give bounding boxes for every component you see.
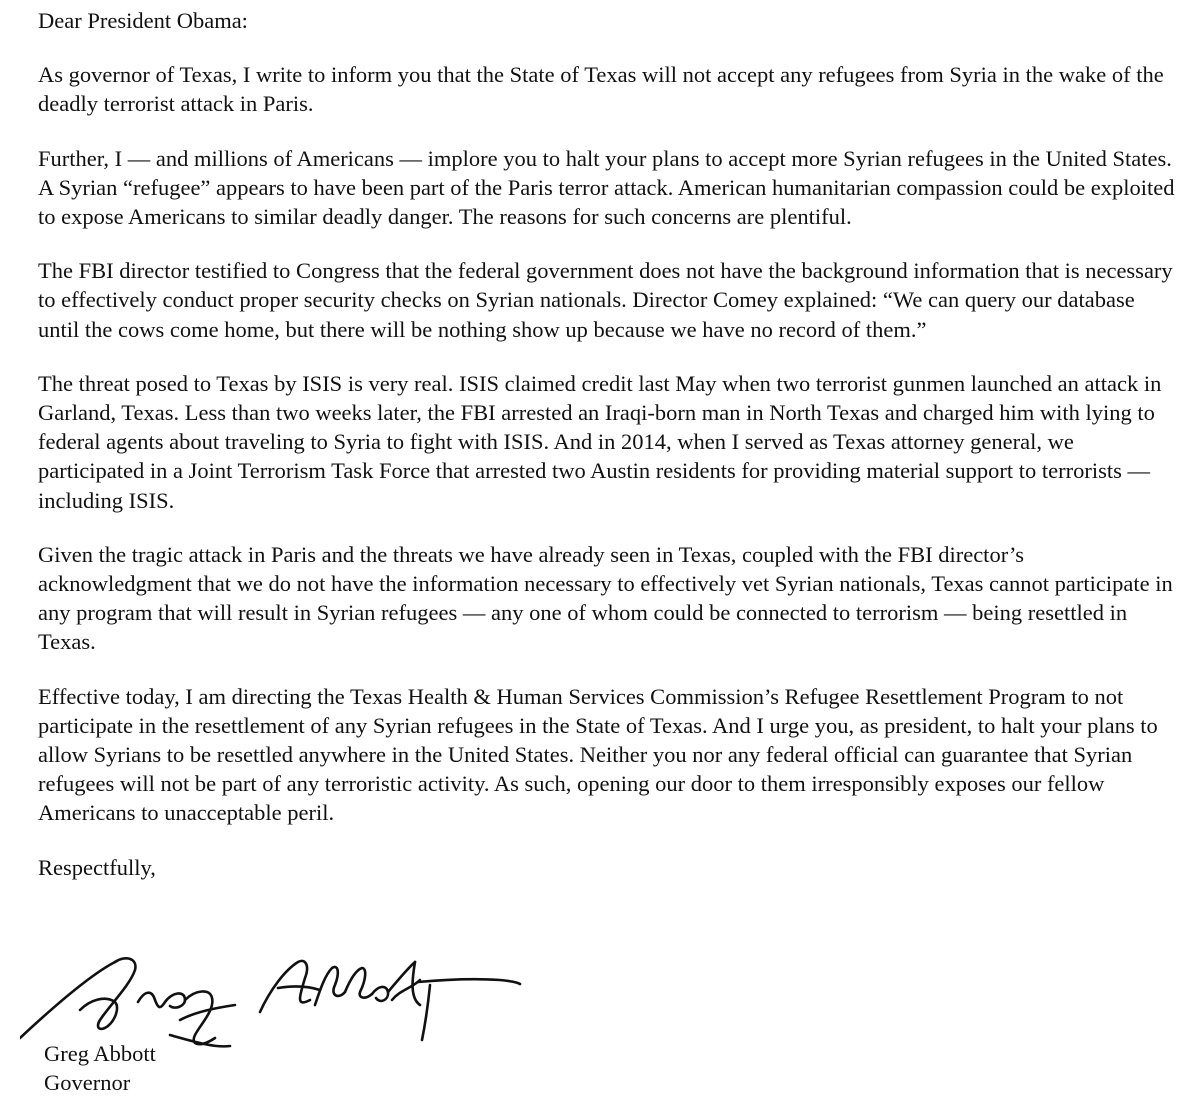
paragraph-2: Further, I — and millions of Americans — implore you to halt your plans to accept more Syrian refugees in the United States. A Syrian “refugee” appears to have been part of the Paris terror attack. American humanitarian compassion could be exploited to expose Americans to similar deadly danger. The reasons for such concerns are plentiful. [38, 145, 1175, 230]
paragraph-3: The FBI director testified to Congress that the federal government does not have the background information that is necessary to effectively conduct proper security checks on Syrian nationals. Director Comey explained: “We can query our database until the cows come home, but there will be nothing show up because we have no record of them.” [38, 258, 1173, 342]
signer-name: Greg Abbott [44, 1041, 156, 1066]
paragraph-5: Given the tragic attack in Paris and the threats we have already seen in Texas, coupled with the FBI director’s acknowledgment that we do not have the information necessary to effectively vet Syrian nationals, Texas cannot participate in any program that will result in Syrian refugees — any one of whom could be connected to terrorism — being resettled in Texas. [38, 541, 1173, 655]
signer-title: Governor [44, 1070, 131, 1095]
closing: Respectfully, [38, 854, 156, 880]
paragraph-4: The threat posed to Texas by ISIS is very real. ISIS claimed credit last May when two terrorist gunmen launched an attack in Garland, Texas. Less than two weeks later, the FBI arrested an Iraqi-born man in North Texas and charged him with lying to federal agents about traveling to Syria to fight with ISIS. And in 2014, when I served as Texas attorney general, we participated in a Joint Terrorism Task Force that arrested two Austin residents for providing material support to terrorists — including ISIS. [38, 370, 1162, 513]
paragraph-1: As governor of Texas, I write to inform you that the State of Texas will not accept any refugees from Syria in the wake of the deadly terrorist attack in Paris. [38, 62, 1164, 117]
letter-body [38, 6, 1178, 882]
signature-block [44, 1039, 156, 1097]
salutation: Dear President Obama: [38, 8, 248, 33]
paragraph-6: Effective today, I am directing the Texas Health & Human Services Commission’s Refugee Resettlement Program to not participate in the resettlement of any Syrian refugees in the State of Texas. And I urge you, as president, to halt your plans to allow Syrians to be resettled anywhere in the United States. Neither you nor any federal official can guarantee that Syrian refugees will not be part of any terroristic activity. As such, opening our door to them irresponsibly exposes our fellow Americans to unacceptable peril. [38, 683, 1158, 826]
